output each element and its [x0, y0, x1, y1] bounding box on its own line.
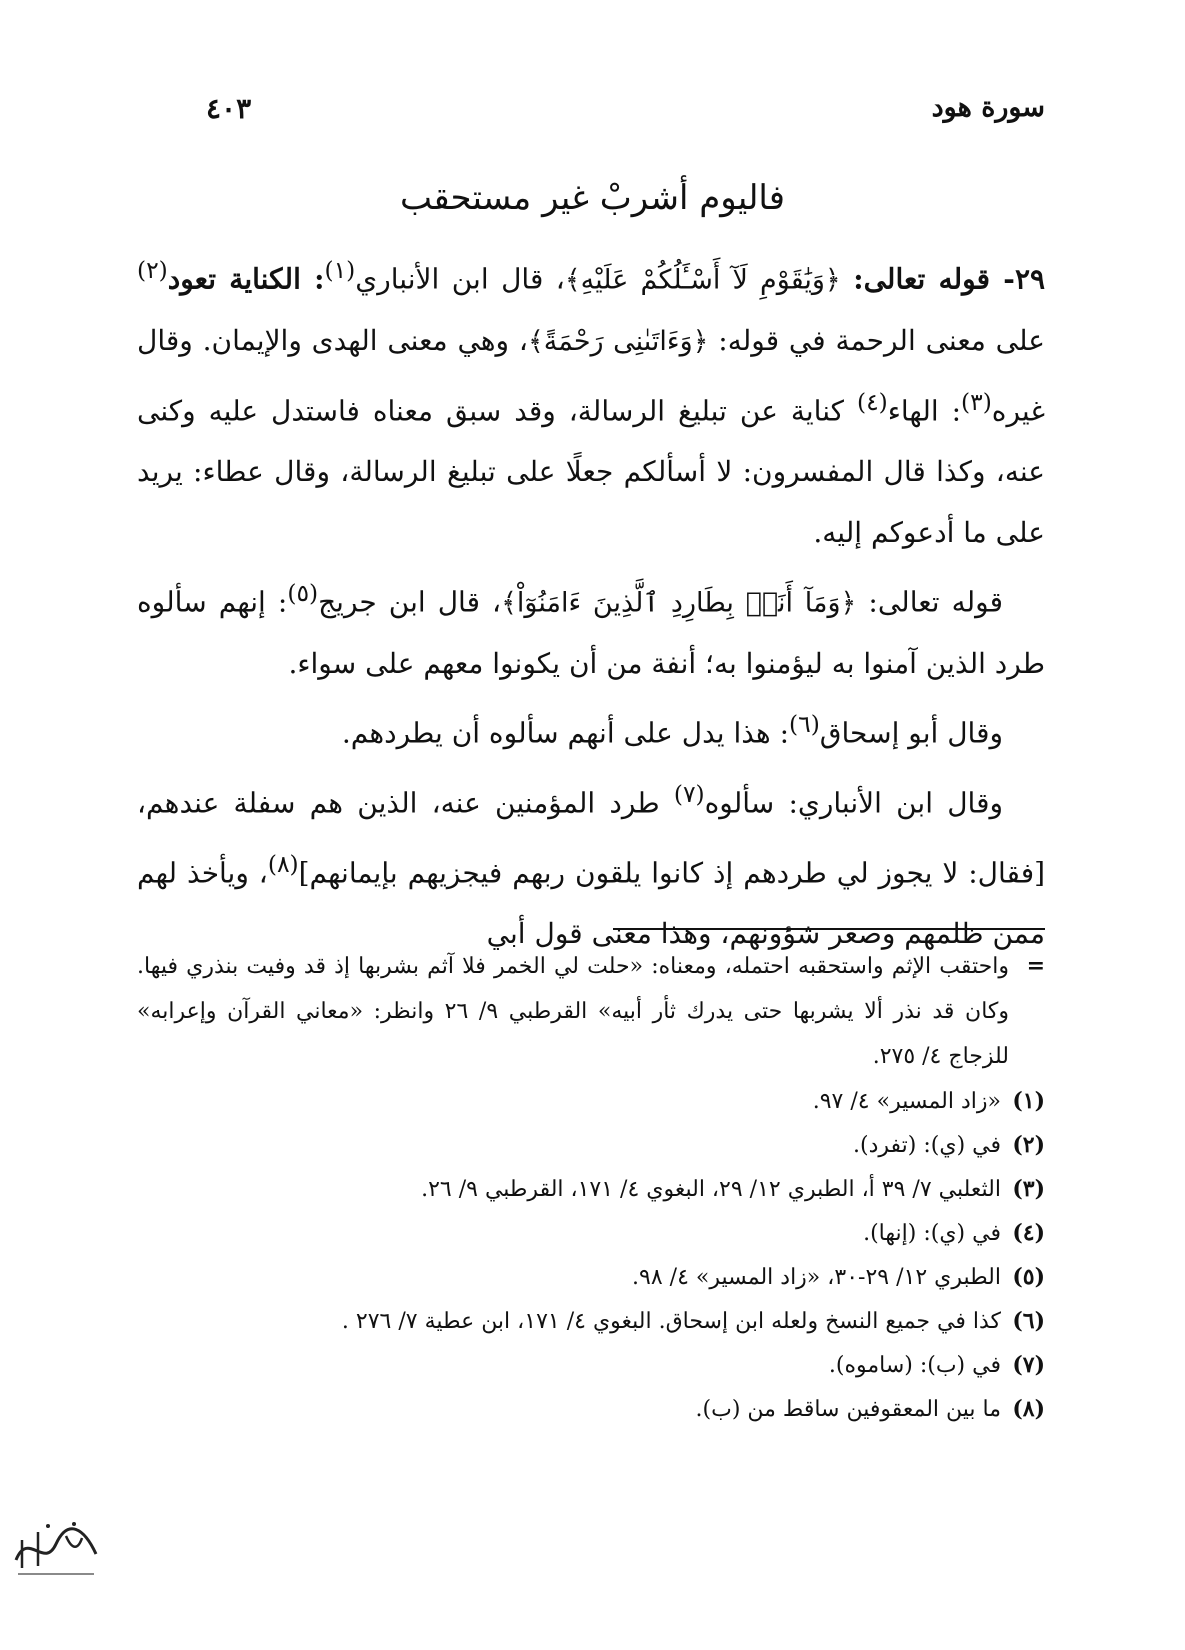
text-run: وقال أبو إسحاق	[819, 716, 1003, 750]
footnote-ref: (٧)	[673, 780, 705, 809]
footnote-item	[137, 1211, 1045, 1255]
footnote-ref: (٥)	[287, 579, 319, 608]
text-run: ، ويأخذ لهم ممن ظلمهم وصغر شؤونهم، وهذا معنى قول أبي	[137, 856, 1045, 950]
footnote-continuation	[137, 944, 1045, 1079]
footnote-item	[137, 1255, 1045, 1299]
footnote-divider	[613, 928, 1045, 930]
footnote-text: ما بين المعقوفين ساقط من (ب).	[695, 1397, 1001, 1422]
footnote-item	[137, 1123, 1045, 1167]
footnote-text: الطبري ١٢/ ٢٩-٣٠، «زاد المسير» ٤/ ٩٨.	[632, 1265, 1001, 1290]
footnote-item	[137, 1387, 1045, 1431]
text-run: ، قال ابن الأنباري	[355, 262, 565, 296]
footnote-text: في (ي): (إنها).	[863, 1221, 1001, 1246]
surah-name: سورة هود	[931, 92, 1045, 123]
page-header	[140, 92, 1045, 136]
text-run: طرد المؤمنين عنه، الذين هم سفلة عندهم، [فقال: لا يجوز لي طردهم إذ كانوا يلقون ربهم فيجزيهم بإيمانهم]	[137, 786, 1045, 890]
footnote-item	[137, 1343, 1045, 1387]
verse-number-lead: ٢٩- قوله تعالى:	[853, 262, 1046, 296]
page-number: ٤٠٣	[206, 92, 252, 125]
footnote-number: (٣)	[1012, 1176, 1045, 1202]
footnote-text: «زاد المسير» ٤/ ٩٧.	[812, 1089, 1001, 1114]
footnote-text: في (ب): (سامو‌ه).	[828, 1353, 1001, 1378]
footnote-text: الثعلبي ٧/ ٣٩ أ، الطبري ١٢/ ٢٩، البغوي ٤/ ١٧١، القرطبي ٩/ ٢٦.	[421, 1177, 1001, 1202]
footnote-ref: (٤)	[856, 388, 888, 417]
paragraph-ibn-jurayj	[137, 563, 1045, 694]
continuation-mark: =	[1026, 953, 1045, 979]
text-run: ، وهي معنى الهدى والإيمان. وقال غيره	[137, 323, 1046, 428]
footnote-ref: (٨)	[267, 850, 299, 879]
text-run: ، قال ابن جريج	[318, 585, 502, 619]
footnote-ref: (١)	[324, 256, 356, 284]
quran-quote: ﴿وَيَٰقَوْمِ لَآ أَسْـَٔلُكُمْ عَلَيْهِ﴾	[564, 264, 841, 296]
continuation-text: واحتقب الإثم واستحقبه احتمله، ومعناه: «حلت لي الخمر فلا آثم بشربها إذ قد وفيت بنذري فيها. وكان قد نذر ألا يشربها حتى يدرك ثأر أبيه» القرطبي ٩/ ٢٦ وانظر: «معاني القرآن وإعرابه» للزجاج ٤/ ٢٧٥.	[137, 954, 1009, 1069]
footnote-ref: (٣)	[961, 388, 992, 417]
text-run: : الكناية تعود	[167, 262, 325, 296]
footnote-item	[137, 1299, 1045, 1343]
publisher-seal-logo	[8, 1510, 104, 1582]
quran-quote: ﴿وَءَاتَىٰنِى رَحْمَةً﴾	[527, 325, 709, 357]
footnote-item	[137, 1079, 1045, 1123]
footnote-number: (٨)	[1012, 1396, 1045, 1422]
text-run: كناية عن تبليغ الرسالة، وقد سبق معناه فاستدل عليه وكنى عنه، وكذا قال المفسرون: لا أسألكم جعلًا على تبليغ الرسالة، وقال عطاء: يريد على ما أدعوكم إليه.	[137, 394, 1045, 549]
footnote-number: (١)	[1012, 1088, 1045, 1114]
text-run: : هذا يدل على أنهم سألوه أن يطردهم.	[341, 716, 790, 750]
footnote-number: (٤)	[1012, 1220, 1045, 1246]
text-run: قوله تعالى:	[856, 585, 1003, 619]
footnote-ref: (٦)	[789, 710, 820, 739]
text-run: على معنى الرحمة في قوله:	[708, 323, 1045, 357]
footnote-number: (٦)	[1012, 1308, 1045, 1334]
text-run: وقال ابن الأنباري: سألوه	[704, 786, 1003, 820]
paragraph-29	[137, 240, 1045, 563]
poetry-verse: فاليوم أشربْ غير مستحقب	[399, 178, 786, 218]
footnote-number: (٢)	[1012, 1132, 1045, 1158]
quran-quote: ﴿وَمَآ أَنَا۠ بِطَارِدِ ٱلَّذِينَ ءَامَنُوٓاْ﴾	[501, 587, 857, 619]
footnote-ref: (٢)	[137, 256, 168, 284]
text-run: : إنهم سألوه طرد الذين آمنوا به ليؤمنوا به؛ أنفة من أن يكونوا معهم على سواء.	[137, 585, 1045, 680]
footnote-number: (٧)	[1012, 1352, 1045, 1378]
footnotes	[137, 944, 1045, 1431]
footnote-number: (٥)	[1012, 1264, 1045, 1290]
footnote-text: في (ي): (تفرد).	[853, 1133, 1001, 1158]
main-text	[137, 240, 1045, 964]
footnote-item	[137, 1167, 1045, 1211]
footnote-text: كذا في جميع النسخ ولعله ابن إسحاق. البغوي ٤/ ١٧١، ابن عطية ٧/ ٢٧٦ .	[341, 1309, 1001, 1334]
text-run: : الهاء	[887, 394, 962, 428]
paragraph-ibn-anbari	[137, 764, 1045, 964]
paragraph-abu-ishaq	[137, 694, 1045, 764]
